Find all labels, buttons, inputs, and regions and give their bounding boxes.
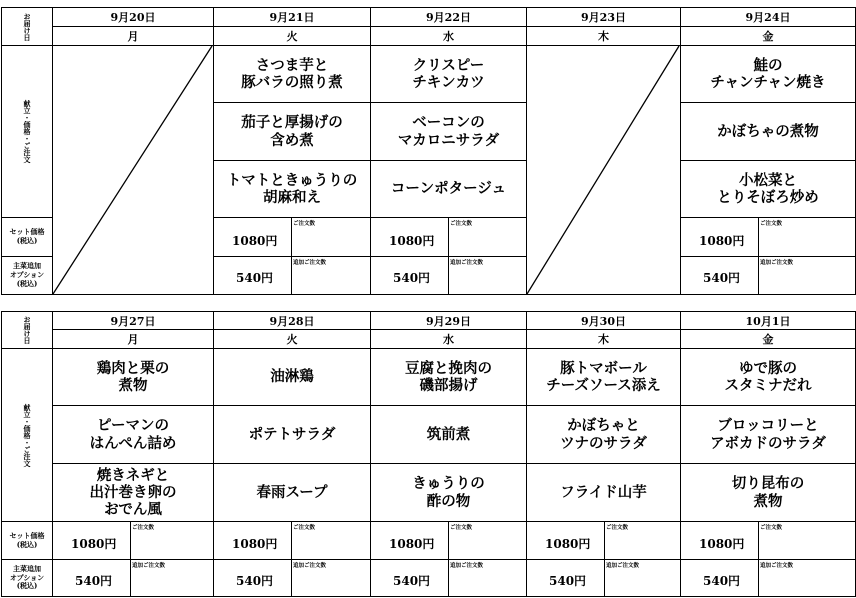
order-count-field[interactable]: ご注文数: [450, 221, 473, 227]
menu-item: 筑前煮: [426, 425, 471, 443]
extra-order-count-field[interactable]: 追加ご注文数: [293, 260, 327, 266]
extra-order-count-field[interactable]: 追加ご注文数: [132, 563, 166, 569]
week-table-2: [0, 309, 856, 598]
option-price: 540円: [236, 573, 274, 588]
extra-order-count-field[interactable]: 追加ご注文数: [606, 563, 640, 569]
set-price: 1080円: [699, 233, 745, 248]
menu-item: 春雨スープ: [256, 483, 328, 501]
order-count-field[interactable]: ご注文数: [606, 525, 629, 531]
menu-item: クリスピー チキンカツ: [412, 56, 485, 91]
day-date: 9月24日: [745, 11, 791, 24]
day-date: 9月29日: [426, 314, 471, 328]
menu-item: トマトときゅうりの 胡麻和え: [226, 171, 358, 206]
set-price: 1080円: [389, 537, 435, 551]
menu-item: きゅうりの 酢の物: [412, 475, 485, 510]
menu-item: かぼちゃと ツナのサラダ: [560, 417, 647, 452]
order-count-field[interactable]: ご注文数: [760, 221, 783, 227]
set-price-label: セット価格 (税込): [9, 530, 45, 549]
day-of-week: 月: [127, 333, 139, 346]
set-price: 1080円: [71, 537, 117, 551]
option-price: 540円: [393, 573, 431, 588]
order-count-field[interactable]: ご注文数: [450, 525, 473, 531]
option-price: 540円: [393, 271, 431, 285]
day-date: 9月23日: [581, 11, 626, 24]
set-price: 1080円: [699, 537, 745, 551]
order-count-field[interactable]: ご注文数: [293, 221, 316, 227]
menu-item: 豆腐と挽肉の 磯部揚げ: [405, 359, 492, 394]
menu-item: 鶏肉と栗の 煮物: [96, 359, 170, 394]
delivery-day-label: お届け日: [23, 316, 32, 344]
day-of-week: 金: [762, 333, 774, 346]
option-price: 540円: [75, 573, 113, 588]
set-price: 1080円: [232, 233, 278, 248]
set-price: 1080円: [232, 537, 278, 551]
closed-day-slash: [52, 45, 213, 294]
menu-item: さつま芋と 豚バラの照り煮: [241, 56, 343, 91]
menu-price-order-label: 献立・価格・ご注文: [23, 403, 32, 467]
extra-order-count-field[interactable]: 追加ご注文数: [450, 563, 484, 569]
day-of-week: 火: [286, 333, 298, 346]
extra-order-count-field[interactable]: 追加ご注文数: [760, 260, 794, 266]
menu-item: ブロッコリーと アボカドのサラダ: [710, 417, 826, 452]
set-price: 1080円: [389, 233, 435, 248]
menu-item: 切り昆布の 煮物: [731, 475, 805, 510]
menu-item: かぼちゃの煮物: [717, 122, 819, 140]
day-date: 9月30日: [581, 314, 626, 328]
day-of-week: 木: [598, 333, 609, 346]
set-price: 1080円: [545, 537, 591, 551]
option-price: 540円: [236, 271, 274, 285]
menu-item: フライド山芋: [560, 483, 647, 501]
day-of-week: 火: [286, 30, 298, 43]
week-table-1: [0, 0, 856, 295]
day-of-week: 月: [127, 30, 139, 43]
menu-item: ピーマンの はんぺん詰め: [89, 417, 177, 452]
option-price: 540円: [703, 573, 741, 588]
day-date: 9月21日: [269, 11, 315, 24]
option-price: 540円: [549, 573, 587, 588]
option-label: 主菜追加 オプション (税込): [9, 261, 45, 288]
menu-item: 油淋鶏: [270, 368, 314, 386]
day-date: 9月27日: [110, 314, 156, 328]
day-of-week: 水: [443, 30, 454, 43]
menu-item: 小松菜と とりそぼろ炒め: [717, 171, 819, 206]
grid-line: [1, 294, 856, 295]
order-count-field[interactable]: ご注文数: [760, 525, 783, 531]
day-date: 10月1日: [745, 314, 791, 328]
menu-item: 豚トマボール チーズソース添え: [546, 359, 661, 394]
day-of-week: 金: [762, 30, 774, 43]
day-of-week: 水: [443, 333, 454, 346]
menu-item: ベーコンの マカロニサラダ: [397, 114, 500, 149]
day-date: 9月22日: [426, 11, 471, 24]
extra-order-count-field[interactable]: 追加ご注文数: [293, 563, 327, 569]
menu-item: ポテトサラダ: [248, 425, 336, 443]
menu-item: コーンポタージュ: [390, 180, 507, 198]
day-date: 9月20日: [110, 11, 156, 24]
day-date: 9月28日: [269, 314, 315, 328]
extra-order-count-field[interactable]: 追加ご注文数: [450, 260, 484, 266]
extra-order-count-field[interactable]: 追加ご注文数: [760, 563, 794, 569]
menu-price-order-label: 献立・価格・ご注文: [23, 100, 32, 163]
order-count-field[interactable]: ご注文数: [293, 525, 316, 531]
day-of-week: 木: [598, 30, 609, 43]
menu-item: 焼きネギと 出汁巻き卵の おでん風: [89, 466, 177, 519]
menu-item: 鮭の チャンチャン焼き: [710, 56, 826, 91]
closed-day-slash: [526, 45, 680, 294]
option-label: 主菜追加 オプション (税込): [9, 563, 45, 591]
menu-item: 茄子と厚揚げの 含め煮: [241, 114, 343, 149]
menu-item: ゆで豚の スタミナだれ: [724, 359, 812, 394]
option-price: 540円: [703, 271, 741, 285]
set-price-label: セット価格 (税込): [9, 227, 45, 245]
order-count-field[interactable]: ご注文数: [132, 525, 155, 531]
delivery-day-label: お届け日: [23, 12, 32, 41]
